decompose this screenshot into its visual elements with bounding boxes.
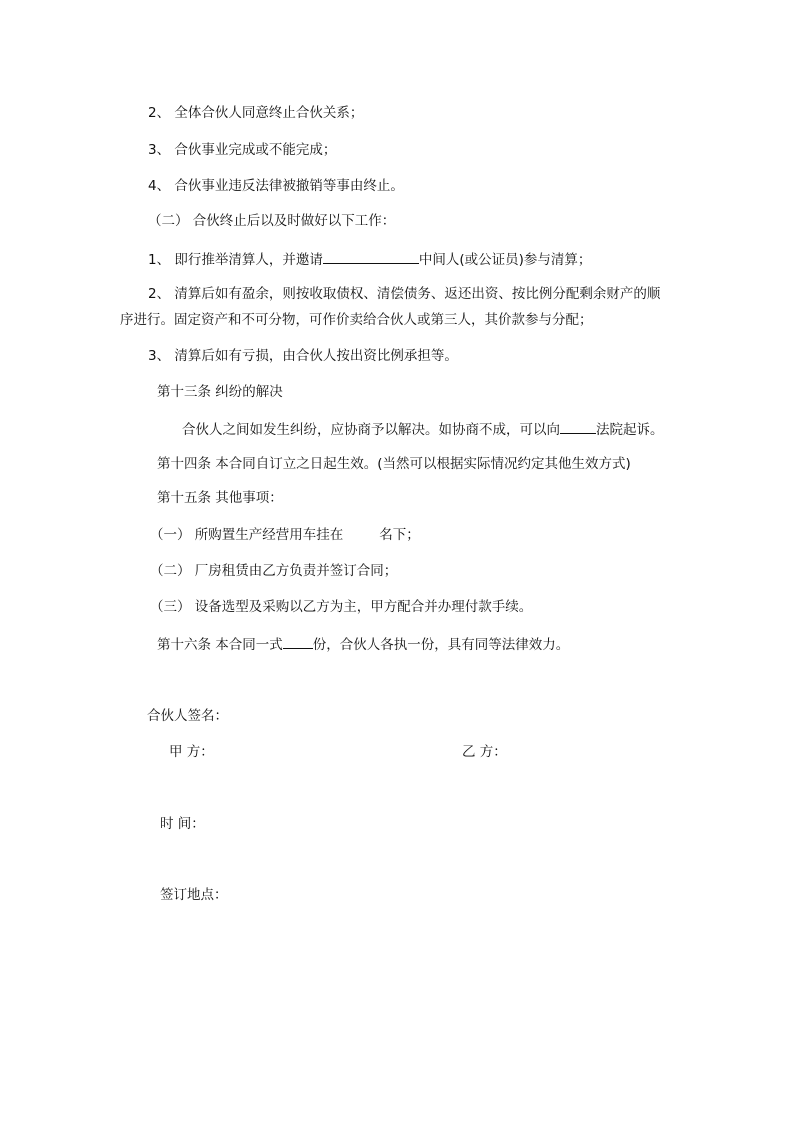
other-item-1 (150, 527, 420, 543)
article-13-text-b: 法院起诉。 (596, 422, 664, 438)
other-item-3: （三） 设备选型及采购以乙方为主，甲方配合并办理付款手续。 (150, 599, 533, 615)
work-item-1-text-b: 中间人(或公证员)参与清算； (418, 252, 592, 268)
other-item-1-text-a: （一） 所购置生产经营用车挂在 (150, 527, 344, 543)
term-item-2: 2、 全体合伙人同意终止合伙关系； (148, 105, 364, 121)
court-blank[interactable] (560, 420, 596, 434)
other-item-2: （二） 厂房租赁由乙方负责并签订合同； (150, 563, 398, 579)
work-item-1 (148, 250, 591, 268)
party-a-label: 甲 方： (169, 744, 214, 760)
article-13-text-a: 合伙人之间如发生纠纷，应协商予以解决。如协商不成，可以向 (182, 422, 560, 438)
article-15-heading: 第十五条 其他事项： (157, 490, 283, 506)
article-16 (157, 635, 569, 653)
article-16-text-a: 第十六条 本合同一式 (157, 637, 283, 653)
article-13-body (182, 420, 664, 438)
term-item-3: 3、 合伙事业完成或不能完成； (148, 142, 337, 158)
clearing-blank[interactable] (323, 250, 419, 264)
place-label: 签订地点： (160, 887, 228, 903)
term-item-4: 4、 合伙事业违反法律被撤销等事由终止。 (148, 178, 404, 194)
work-item-2-line-2: 序进行。固定资产和不可分物，可作价卖给合伙人或第三人，其价款参与分配； (120, 312, 593, 328)
party-b-label: 乙 方： (462, 744, 507, 760)
article-14: 第十四条 本合同自订立之日起生效。(当然可以根据实际情况约定其他生效方式) (157, 456, 631, 472)
article-13-heading: 第十三条 纠纷的解决 (157, 384, 283, 400)
work-item-1-text-a: 1、 即行推举清算人，并邀请 (148, 252, 323, 268)
section-2-heading: （二） 合伙终止后以及时做好以下工作： (148, 213, 396, 229)
signature-title: 合伙人签名： (147, 708, 228, 724)
work-item-3: 3、 清算后如有亏损，由合伙人按出资比例承担等。 (148, 348, 458, 364)
copies-blank[interactable] (283, 635, 313, 649)
time-label: 时 间： (160, 816, 205, 832)
article-16-text-b: 份，合伙人各执一份，具有同等法律效力。 (312, 637, 570, 653)
other-item-1-text-b: 名下； (379, 527, 420, 543)
work-item-2-line-1: 2、 清算后如有盈余，则按收取债权、清偿债务、返还出资、按比例分配剩余财产的顺 (148, 286, 661, 302)
